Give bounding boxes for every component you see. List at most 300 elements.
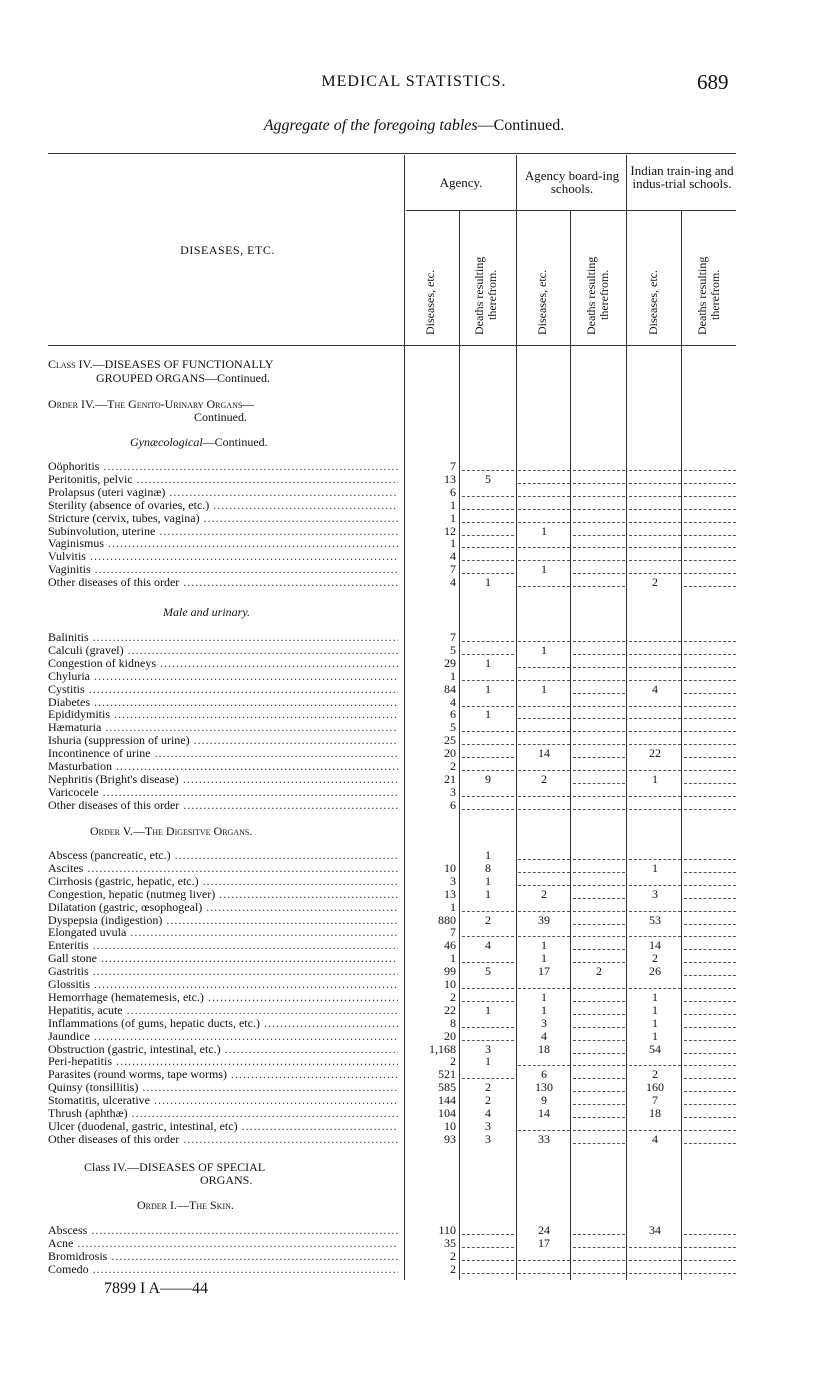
value-cell <box>629 499 681 510</box>
value-cell: 14 <box>649 938 661 953</box>
value-cell <box>462 926 514 937</box>
value-cell <box>518 537 570 548</box>
value-cell: 2 <box>485 1093 491 1108</box>
value-cell <box>684 734 736 745</box>
value-cell: 2 <box>541 771 547 786</box>
value-cell <box>684 576 736 587</box>
value-cell <box>573 563 625 574</box>
value-cell <box>684 926 736 937</box>
disease-name: Inflammations (of gums, hepatic ducts, etc.) ..... <box>48 1017 398 1030</box>
value-cell: 2 <box>450 1261 456 1276</box>
disease-name: Jaundice ..... <box>48 1030 398 1043</box>
value-cell <box>462 760 514 771</box>
table-row <box>0 875 828 888</box>
disease-name: Gastritis ..... <box>48 965 398 978</box>
value-cell <box>518 499 570 510</box>
value-cell: 6 <box>450 707 456 722</box>
disease-name: Parasites (round worms, tape worms) ..... <box>48 1068 398 1081</box>
value-cell <box>518 550 570 561</box>
value-cell <box>462 799 514 810</box>
value-cell: 1,168 <box>429 1041 456 1056</box>
disease-name: Hemorrhage (hematemesis, etc.) ..... <box>48 991 398 1004</box>
value-cell <box>573 862 625 873</box>
value-cell <box>629 537 681 548</box>
disease-name: Vulvitis ..... <box>48 550 398 563</box>
value-cell <box>684 862 736 873</box>
value-cell: 54 <box>649 1041 661 1056</box>
value-cell <box>573 1030 625 1041</box>
value-cell: 4 <box>541 1028 547 1043</box>
value-cell <box>684 888 736 899</box>
value-cell: 2 <box>596 964 602 979</box>
value-cell <box>684 991 736 1002</box>
disease-name: Cystitis ..... <box>48 683 398 696</box>
value-cell: 7 <box>450 459 456 473</box>
value-cell <box>573 901 625 912</box>
value-cell: 7 <box>652 1093 658 1108</box>
value-cell <box>684 914 736 925</box>
value-cell <box>629 901 681 912</box>
value-cell <box>462 670 514 681</box>
value-cell: 99 <box>444 964 456 979</box>
boarding-deaths-header-1: Deaths resulting <box>584 256 598 335</box>
table-row <box>0 849 828 862</box>
value-cell <box>462 631 514 642</box>
value-cell <box>573 1043 625 1054</box>
value-cell: 35 <box>444 1235 456 1250</box>
disease-name: Acne ..... <box>48 1237 398 1250</box>
disease-name: Subinvolution, uterine ..... <box>48 525 398 538</box>
subtitle-rest: —Continued. <box>477 117 565 134</box>
value-cell: 7 <box>450 630 456 644</box>
value-cell <box>684 978 736 989</box>
value-cell <box>462 952 514 963</box>
value-cell <box>629 563 681 574</box>
value-cell <box>573 1004 625 1015</box>
value-cell: 104 <box>438 1106 456 1120</box>
table-row <box>0 721 828 734</box>
value-cell <box>684 1043 736 1054</box>
disease-name: Incontinence of urine ..... <box>48 747 398 760</box>
value-cell <box>573 683 625 694</box>
header-bottom-rule <box>48 345 736 346</box>
class4-special-heading-cont: ORGANS. <box>200 1173 253 1187</box>
value-cell <box>684 1068 736 1079</box>
value-cell <box>629 875 681 886</box>
disease-name: Diabetes ..... <box>48 696 398 709</box>
value-cell <box>518 849 570 860</box>
table-row <box>0 576 828 589</box>
table-row <box>0 1133 828 1146</box>
value-cell <box>573 799 625 810</box>
value-cell <box>462 486 514 497</box>
value-cell <box>573 939 625 950</box>
class4-heading-cont: GROUPED ORGANS—Continued. <box>96 371 271 385</box>
value-cell: 2 <box>652 1067 658 1082</box>
value-cell: 1 <box>450 899 456 914</box>
value-cell <box>684 849 736 860</box>
value-cell <box>684 1107 736 1118</box>
table-subtitle <box>0 117 828 135</box>
value-cell <box>518 799 570 810</box>
disease-name: Enteritis ..... <box>48 939 398 952</box>
value-cell: 2 <box>652 575 658 590</box>
value-cell: 1 <box>541 523 547 538</box>
disease-name: Other diseases of this order ..... <box>48 576 398 589</box>
value-cell: 5 <box>485 964 491 979</box>
value-cell <box>462 1017 514 1028</box>
disease-name: Calculi (gravel) ..... <box>48 644 398 657</box>
agency-rule <box>406 210 518 211</box>
disease-name: Elongated uvula ..... <box>48 926 398 939</box>
value-cell: 1 <box>485 707 491 722</box>
order1-heading: Order I.—The Skin. <box>137 1198 234 1212</box>
value-cell: 8 <box>450 1015 456 1030</box>
disease-name: Stricture (cervix, tubes, vagina) ..... <box>48 512 398 525</box>
subtitle-italic: Aggregate of the foregoing tables <box>263 117 478 134</box>
value-cell <box>684 631 736 642</box>
value-cell: 1 <box>541 989 547 1004</box>
value-cell <box>462 1030 514 1041</box>
value-cell <box>462 525 514 536</box>
value-cell <box>573 978 625 989</box>
page-number: 689 <box>697 70 729 94</box>
value-cell: 2 <box>450 1054 456 1069</box>
value-cell: 3 <box>541 1015 547 1030</box>
table-row <box>0 1081 828 1094</box>
value-cell: 2 <box>485 912 491 927</box>
value-cell: 4 <box>485 1106 491 1120</box>
value-cell <box>629 786 681 797</box>
value-cell <box>573 875 625 886</box>
table-row <box>0 1004 828 1017</box>
value-cell: 7 <box>450 562 456 577</box>
table-row <box>0 939 828 952</box>
value-cell: 46 <box>444 938 456 953</box>
value-cell <box>573 952 625 963</box>
value-cell: 4 <box>652 1131 658 1146</box>
value-cell <box>684 1133 736 1144</box>
disease-name: Prolapsus (uteri vaginæ) ..... <box>48 486 398 499</box>
disease-name: Ascites ..... <box>48 862 398 875</box>
gyn-rest: —Continued. <box>202 435 268 449</box>
disease-name: Bromidrosis ..... <box>48 1250 398 1263</box>
value-cell <box>462 1250 514 1261</box>
value-cell <box>573 1055 625 1066</box>
value-cell <box>462 991 514 1002</box>
value-cell <box>462 721 514 732</box>
value-cell <box>573 473 625 484</box>
training-deaths-header-1: Deaths resulting <box>695 256 709 335</box>
training-deaths-header-2: therefrom. <box>708 269 722 320</box>
value-cell <box>573 644 625 655</box>
value-cell <box>684 773 736 784</box>
value-cell: 17 <box>538 964 550 979</box>
value-cell <box>684 537 736 548</box>
value-cell <box>573 657 625 668</box>
value-cell <box>518 786 570 797</box>
value-cell <box>629 696 681 707</box>
table-row <box>0 1068 828 1081</box>
value-cell: 39 <box>538 912 550 927</box>
value-cell: 9 <box>541 1093 547 1108</box>
table-row <box>0 525 828 538</box>
value-cell: 2 <box>485 1080 491 1095</box>
value-cell <box>684 1120 736 1131</box>
disease-name: Peritonitis, pelvic ..... <box>48 473 398 486</box>
value-cell <box>684 747 736 758</box>
value-cell: 22 <box>649 746 661 761</box>
value-cell <box>518 721 570 732</box>
value-cell: 93 <box>444 1131 456 1146</box>
value-cell <box>573 1224 625 1235</box>
value-cell: 1 <box>652 1002 658 1017</box>
value-cell <box>629 1055 681 1066</box>
value-cell: 1 <box>541 1002 547 1017</box>
value-cell: 3 <box>485 1118 491 1133</box>
value-cell <box>573 1094 625 1105</box>
diseases-column-header: DISEASES, ETC. <box>180 243 275 257</box>
class4-special-heading: Class IV.—DISEASES OF SPECIAL <box>84 1160 266 1174</box>
value-cell: 1 <box>652 1028 658 1043</box>
value-cell: 1 <box>450 497 456 512</box>
value-cell <box>573 696 625 707</box>
value-cell: 20 <box>444 1028 456 1043</box>
value-cell <box>462 512 514 523</box>
value-cell <box>684 1250 736 1261</box>
value-cell <box>462 563 514 574</box>
value-cell <box>462 901 514 912</box>
table-top-rule <box>48 153 736 154</box>
disease-name: Abscess ..... <box>48 1224 398 1237</box>
table-row <box>0 926 828 939</box>
value-cell <box>684 708 736 719</box>
value-cell: 130 <box>535 1080 553 1095</box>
table-row <box>0 1017 828 1030</box>
value-cell <box>573 576 625 587</box>
value-cell <box>629 657 681 668</box>
boarding-cases-header: Diseases, etc. <box>535 270 549 335</box>
value-cell <box>518 696 570 707</box>
value-cell <box>684 1017 736 1028</box>
table-row <box>0 978 828 991</box>
value-cell <box>518 670 570 681</box>
value-cell: 1 <box>541 951 547 966</box>
value-cell <box>518 978 570 989</box>
value-cell <box>629 512 681 523</box>
value-cell: 1 <box>450 510 456 525</box>
table-row <box>0 991 828 1004</box>
table-row <box>0 1055 828 1068</box>
value-cell: 5 <box>450 642 456 657</box>
value-cell <box>573 888 625 899</box>
value-cell <box>629 473 681 484</box>
value-cell <box>573 914 625 925</box>
agency-deaths-header-1: Deaths resulting <box>472 256 486 335</box>
value-cell <box>684 473 736 484</box>
disease-name: Epididymitis ..... <box>48 708 398 721</box>
value-cell <box>573 512 625 523</box>
table-row <box>0 670 828 683</box>
value-cell: 14 <box>538 746 550 761</box>
value-cell <box>629 460 681 471</box>
value-cell: 8 <box>485 860 491 875</box>
value-cell: 34 <box>649 1223 661 1237</box>
disease-name: Quinsy (tonsillitis) ..... <box>48 1081 398 1094</box>
order4-heading-cont: Continued. <box>194 410 247 424</box>
disease-name: Vaginitis ..... <box>48 563 398 576</box>
value-cell <box>462 734 514 745</box>
disease-name: Chyluria ..... <box>48 670 398 683</box>
value-cell: 1 <box>485 655 491 670</box>
value-cell <box>684 799 736 810</box>
value-cell <box>629 1263 681 1274</box>
value-cell <box>518 734 570 745</box>
value-cell <box>684 1237 736 1248</box>
value-cell <box>462 644 514 655</box>
disease-name: Congestion, hepatic (nutmeg liver) ..... <box>48 888 398 901</box>
value-cell <box>573 1068 625 1079</box>
table-row <box>0 1224 828 1237</box>
value-cell <box>573 1237 625 1248</box>
value-cell: 20 <box>444 746 456 761</box>
value-cell: 1 <box>450 951 456 966</box>
value-cell <box>684 512 736 523</box>
value-cell <box>462 978 514 989</box>
value-cell: 3 <box>450 784 456 799</box>
value-cell <box>684 460 736 471</box>
value-cell: 29 <box>444 655 456 670</box>
gynaecological-heading <box>130 436 268 449</box>
value-cell <box>629 978 681 989</box>
table-row <box>0 773 828 786</box>
value-cell: 10 <box>444 860 456 875</box>
value-cell <box>573 670 625 681</box>
value-cell <box>629 644 681 655</box>
value-cell <box>573 1017 625 1028</box>
value-cell: 2 <box>541 886 547 901</box>
value-cell: 1 <box>485 575 491 590</box>
table-row <box>0 747 828 760</box>
table-row <box>0 799 828 812</box>
disease-name: Obstruction (gastric, intestinal, etc.) ..... <box>48 1043 398 1056</box>
value-cell: 1 <box>541 562 547 577</box>
value-cell <box>462 696 514 707</box>
value-cell <box>684 875 736 886</box>
value-cell: 18 <box>649 1106 661 1120</box>
value-cell <box>573 708 625 719</box>
disease-name: Balinitis ..... <box>48 631 398 644</box>
value-cell <box>684 721 736 732</box>
disease-name: Ulcer (duodenal, gastric, intestinal, etc) ..... <box>48 1120 398 1133</box>
disease-name: Ishuria (suppression of urine) ..... <box>48 734 398 747</box>
table-row <box>0 1043 828 1056</box>
table-row <box>0 550 828 563</box>
value-cell: 18 <box>538 1041 550 1056</box>
value-cell <box>629 760 681 771</box>
table-row <box>0 631 828 644</box>
value-cell <box>684 563 736 574</box>
value-cell: 585 <box>438 1080 456 1095</box>
value-cell <box>518 657 570 668</box>
disease-name: Other diseases of this order ..... <box>48 1133 398 1146</box>
value-cell <box>518 760 570 771</box>
table-row <box>0 952 828 965</box>
value-cell: 22 <box>444 1002 456 1017</box>
value-cell: 17 <box>538 1235 550 1250</box>
value-cell <box>573 926 625 937</box>
value-cell <box>573 721 625 732</box>
table-row <box>0 965 828 978</box>
value-cell <box>629 486 681 497</box>
value-cell: 13 <box>444 471 456 486</box>
disease-name: Masturbation ..... <box>48 760 398 773</box>
group-training-schools: Indian train-ing and indus-trial schools. <box>630 163 734 191</box>
value-cell: 2 <box>450 1248 456 1263</box>
table-row <box>0 499 828 512</box>
value-cell <box>573 1120 625 1131</box>
disease-name: Sterility (absence of ovaries, etc.) ..... <box>48 499 398 512</box>
value-cell: 1 <box>541 642 547 657</box>
disease-name: Vaginismus ..... <box>48 537 398 550</box>
value-cell <box>573 734 625 745</box>
value-cell <box>573 499 625 510</box>
value-cell <box>684 901 736 912</box>
value-cell <box>573 1250 625 1261</box>
value-cell: 4 <box>652 681 658 696</box>
value-cell <box>684 1004 736 1015</box>
value-cell: 3 <box>485 1041 491 1056</box>
value-cell: 3 <box>485 1131 491 1146</box>
value-cell: 1 <box>450 536 456 551</box>
order5-heading: Order V.—The Digesitve Organs. <box>90 824 253 838</box>
agency-cases-header: Diseases, etc. <box>423 270 437 335</box>
disease-name: Thrush (aphthæ) ..... <box>48 1107 398 1120</box>
table-row <box>0 1107 828 1120</box>
value-cell <box>684 786 736 797</box>
value-cell <box>573 991 625 1002</box>
value-cell <box>573 1081 625 1092</box>
value-cell <box>573 747 625 758</box>
table-row <box>0 760 828 773</box>
value-cell <box>684 760 736 771</box>
value-cell <box>573 550 625 561</box>
value-cell: 26 <box>649 964 661 979</box>
value-cell: 110 <box>438 1223 456 1237</box>
value-cell <box>518 576 570 587</box>
value-cell: 1 <box>652 989 658 1004</box>
class4-heading: Class IV.—DISEASES OF FUNCTIONALLY <box>48 357 274 371</box>
value-cell <box>629 708 681 719</box>
value-cell <box>684 1094 736 1105</box>
gyn-italic: Gynæcological <box>130 435 203 449</box>
table-row <box>0 1237 828 1250</box>
value-cell <box>684 1030 736 1041</box>
table-row <box>0 644 828 657</box>
value-cell <box>462 1224 514 1235</box>
disease-name: Dilatation (gastric, œsophogeal) ..... <box>48 901 398 914</box>
value-cell: 1 <box>541 938 547 953</box>
value-cell <box>518 512 570 523</box>
value-cell: 2 <box>450 759 456 773</box>
value-cell <box>518 460 570 471</box>
table-row <box>0 734 828 747</box>
value-cell <box>629 926 681 937</box>
value-cell <box>573 631 625 642</box>
disease-name: Nephritis (Bright's disease) ..... <box>48 773 398 786</box>
value-cell: 4 <box>485 938 491 953</box>
value-cell <box>573 460 625 471</box>
